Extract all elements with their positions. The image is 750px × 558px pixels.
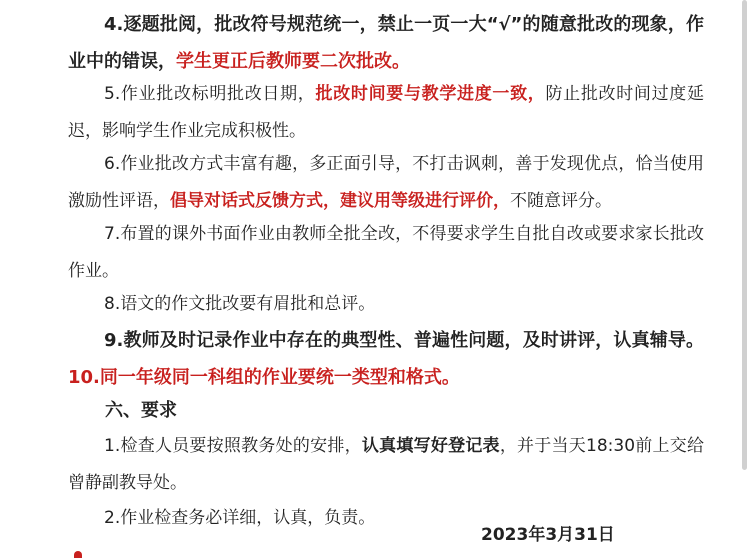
requirement-2-text: 2.作业检查务必详细，认真，负责。 — [104, 508, 376, 528]
item-7 — [68, 216, 704, 290]
item-4-text: 4.逐题批阅，批改符号规范统一，禁止一页一大“√”的随意批改的现象，作业中的错误， — [68, 14, 704, 72]
item-5-text-after: 防止批改时间过度延迟，影响学生作业完成积极性。 — [68, 84, 704, 141]
requirement-1-bold: 认真填写好登记表 — [361, 436, 500, 456]
item-7-text: 7.布置的课外书面作业由教师全批全改，不得要求学生自批自改或要求家长批改作业。 — [68, 224, 704, 281]
item-5 — [68, 76, 704, 150]
item-8 — [68, 286, 704, 323]
item-6 — [68, 146, 704, 220]
item-4 — [68, 6, 704, 80]
item-4-highlight: 学生更正后教师要二次批改。 — [176, 51, 410, 72]
requirement-1 — [68, 428, 704, 502]
partial-mark-icon — [74, 551, 82, 558]
item-8-text: 8.语文的作文批改要有眉批和总评。 — [104, 294, 376, 314]
item-5-highlight: 批改时间要与教学进度一致， — [315, 84, 546, 104]
item-5-text: 5.作业批改标明批改日期， — [104, 84, 316, 104]
requirement-1-text-after: ，并于当天18:30前上交给曾静副教导处。 — [68, 436, 704, 493]
item-6-text: 6.作业批改方式丰富有趣，多正面引导，不打击讽刺，善于发现优点，恰当使用激励性评语， — [68, 154, 704, 211]
item-6-highlight: 倡导对话式反馈方式，建议用等级进行评价， — [170, 191, 510, 211]
item-6-text-after: 不随意评分。 — [510, 191, 612, 211]
item-9-text: 9.教师及时记录作业中存在的典型性、普遍性问题，及时讲评，认真辅导。 — [104, 330, 704, 351]
item-10-highlight: 10.同一年级同一科组的作业要统一类型和格式。 — [68, 367, 460, 388]
item-9 — [68, 322, 704, 396]
scrollbar[interactable] — [742, 0, 747, 470]
section-heading: 六、要求 — [105, 400, 177, 421]
requirement-1-text: 1.检查人员要按照教务处的安排， — [104, 436, 362, 456]
document-date: 2023年3月31日 — [481, 525, 615, 545]
